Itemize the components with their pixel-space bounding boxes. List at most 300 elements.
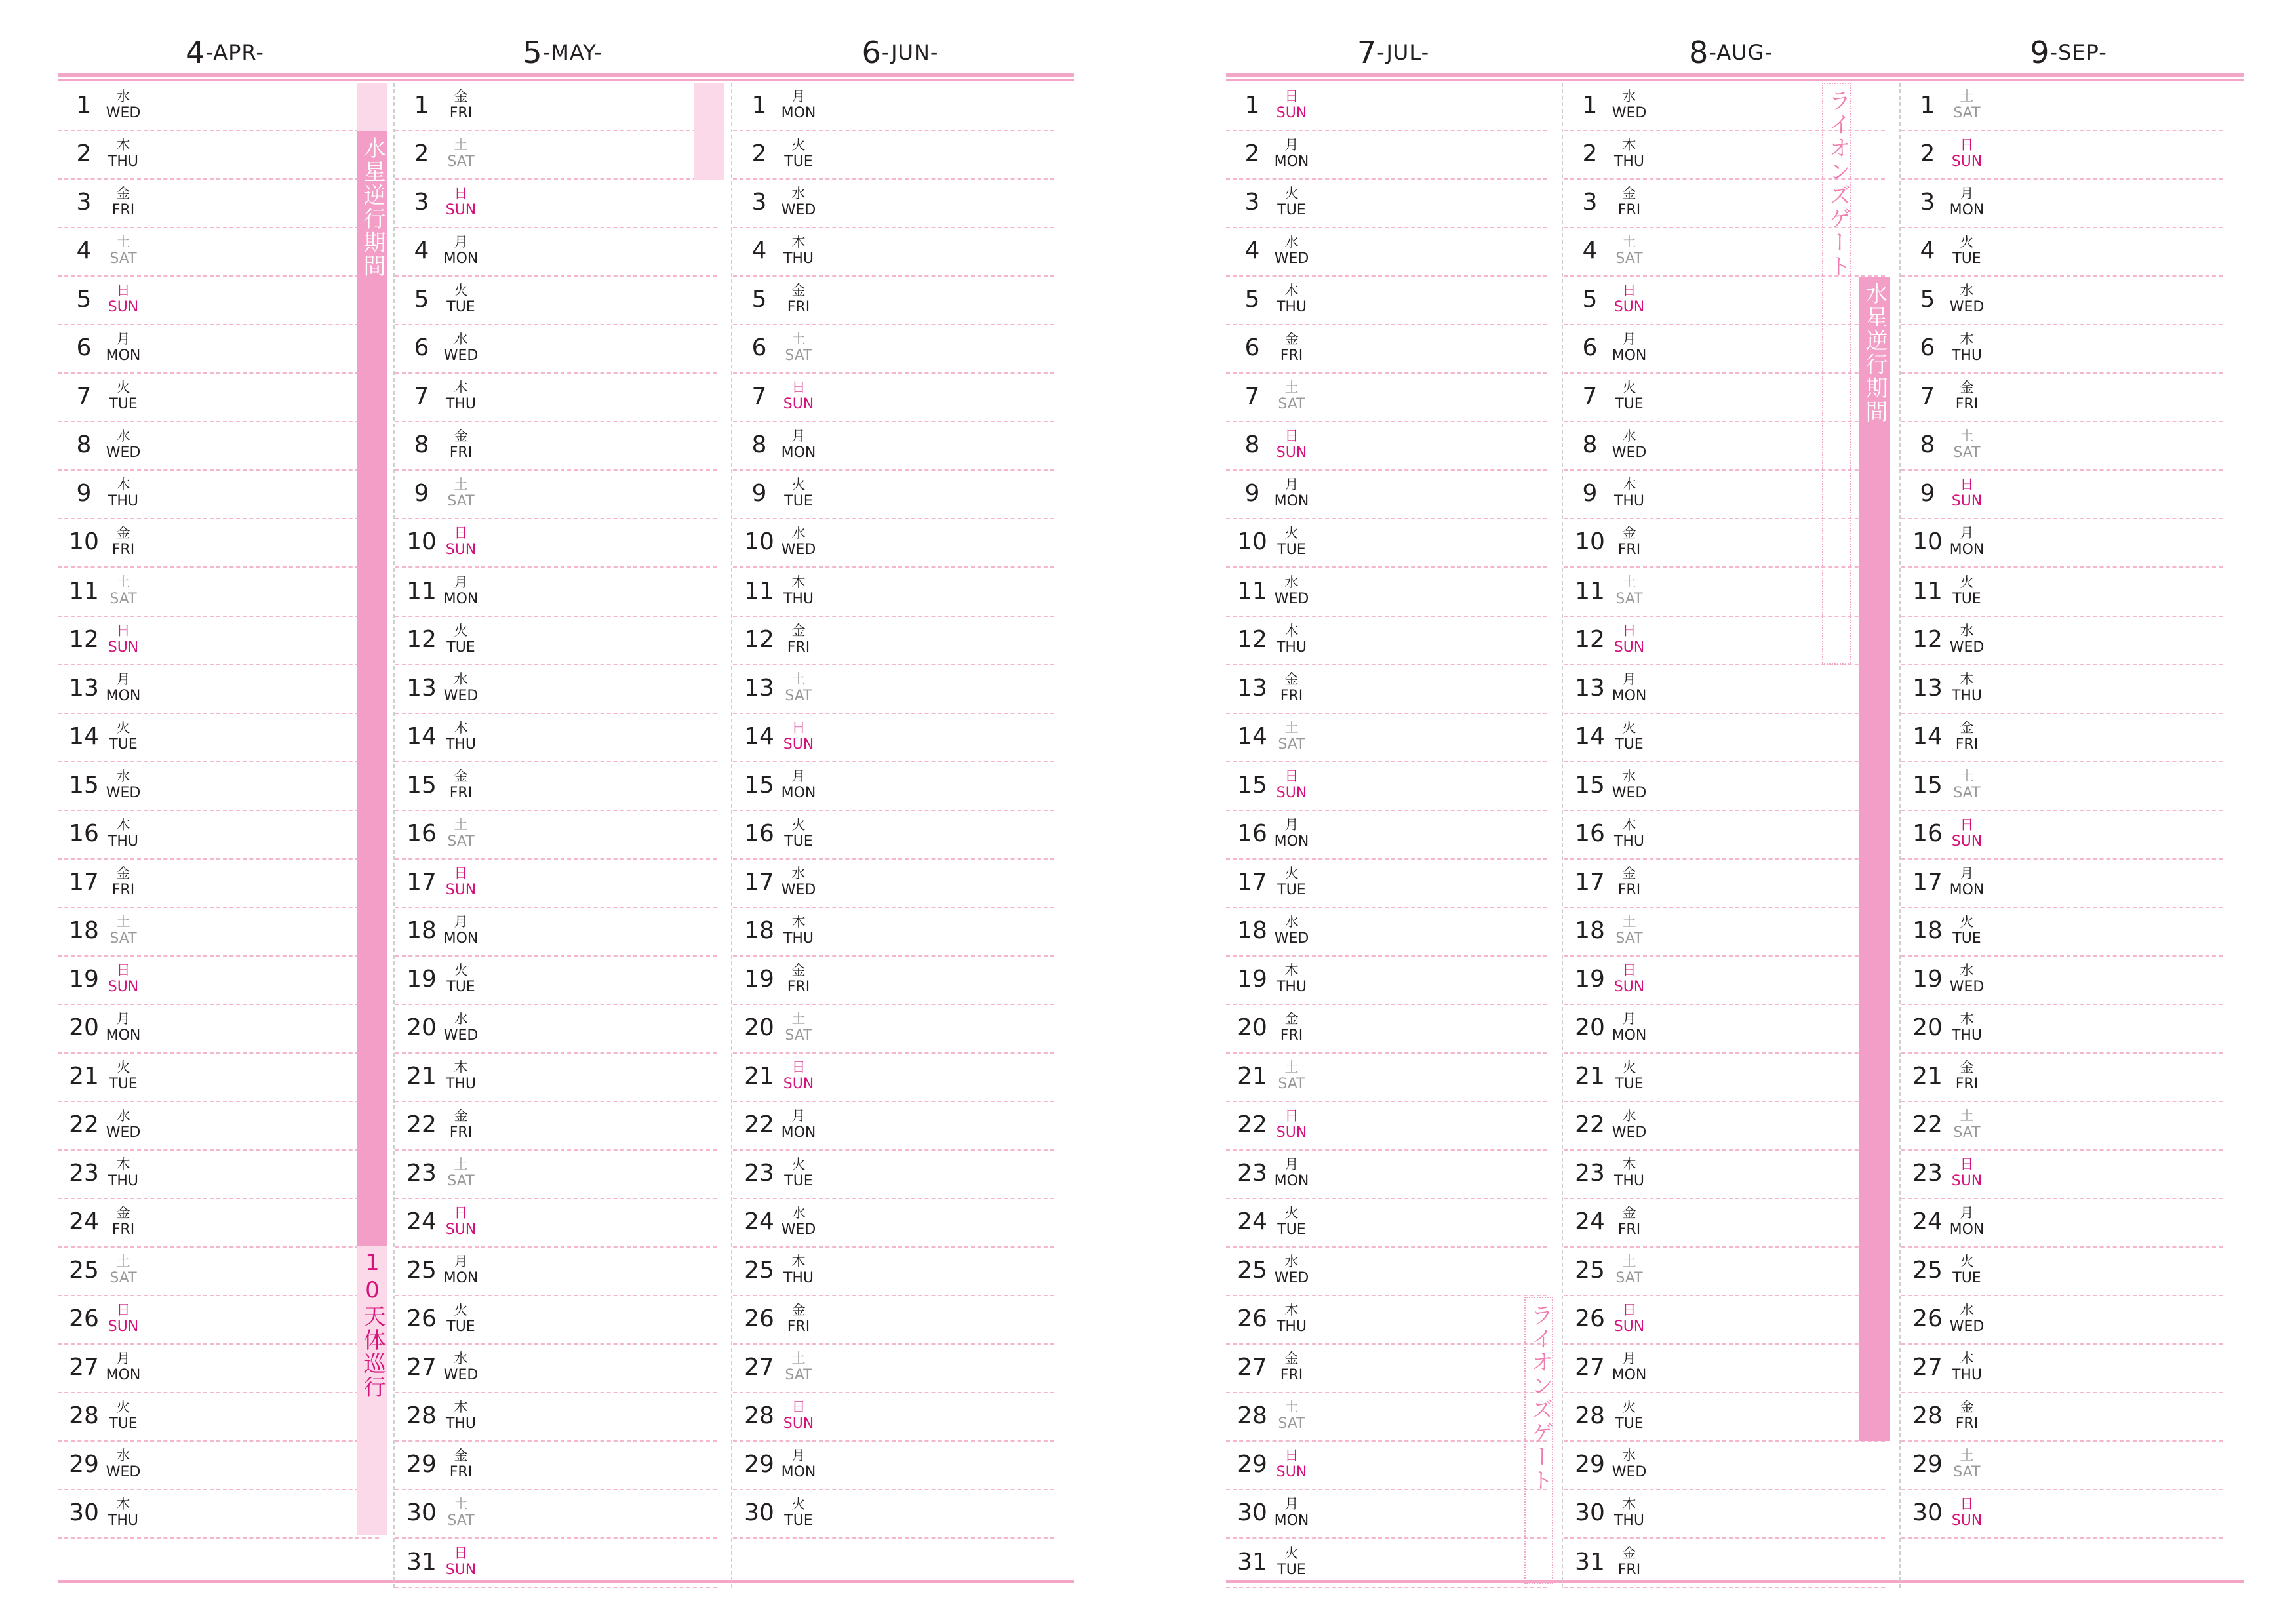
day-number: 13	[69, 674, 99, 702]
weekday-jp: 木	[1284, 283, 1299, 299]
weekday-en: SUN	[108, 1318, 139, 1335]
day-row[interactable]	[733, 1248, 1054, 1296]
day-row[interactable]	[1901, 519, 2223, 568]
day-row[interactable]	[58, 957, 379, 1005]
day-row[interactable]	[395, 1199, 717, 1248]
day-row[interactable]	[1564, 908, 1885, 957]
day-row[interactable]	[395, 860, 717, 908]
day-row[interactable]	[733, 1393, 1054, 1442]
weekday-label	[1610, 1495, 1649, 1530]
day-row[interactable]	[1564, 1199, 1885, 1248]
weekday-en: MON	[1274, 153, 1309, 170]
weekday-label	[779, 136, 818, 170]
day-row[interactable]	[395, 228, 717, 277]
day-row[interactable]	[1564, 1296, 1885, 1345]
weekday-jp: 金	[1622, 186, 1636, 202]
day-row[interactable]	[1564, 1005, 1885, 1054]
weekday-jp: 月	[1960, 1205, 1974, 1221]
month-abbrev: -MAY-	[542, 40, 603, 65]
day-row[interactable]	[395, 1393, 717, 1442]
day-number: 27	[1575, 1354, 1605, 1381]
weekday-jp: 木	[454, 1399, 468, 1415]
weekday-en: WED	[106, 1464, 141, 1481]
day-row[interactable]	[733, 860, 1054, 908]
day-number: 15	[1912, 771, 1943, 799]
day-row[interactable]	[58, 860, 379, 908]
day-number: 23	[1237, 1160, 1267, 1187]
day-row[interactable]	[58, 811, 379, 860]
weekday-jp: 日	[116, 622, 130, 639]
day-row[interactable]	[395, 1490, 717, 1539]
day-number: 5	[76, 286, 92, 313]
day-row[interactable]	[395, 1102, 717, 1151]
day-row[interactable]	[395, 180, 717, 228]
day-row[interactable]	[1226, 908, 1547, 957]
day-row[interactable]	[733, 519, 1054, 568]
day-row[interactable]	[733, 1102, 1054, 1151]
day-row[interactable]	[1564, 1102, 1885, 1151]
weekday-en: SUN	[1951, 153, 1983, 170]
weekday-jp: 土	[1622, 913, 1636, 930]
day-row[interactable]	[1226, 957, 1547, 1005]
weekday-en: TUE	[784, 153, 813, 170]
day-number: 1	[1244, 92, 1260, 119]
weekday-jp: 日	[116, 283, 130, 299]
weekday-jp: 水	[454, 1351, 468, 1367]
day-row[interactable]	[1901, 1102, 2223, 1151]
weekday-label	[779, 1350, 818, 1384]
day-row[interactable]	[1226, 860, 1547, 908]
day-row[interactable]	[58, 228, 379, 277]
day-row[interactable]	[1901, 374, 2223, 422]
weekday-label	[441, 768, 481, 802]
weekday-en: THU	[783, 590, 814, 607]
column-separator	[1562, 83, 1563, 1588]
weekday-label	[1610, 913, 1649, 947]
day-row[interactable]	[395, 617, 717, 665]
day-number: 18	[69, 917, 99, 944]
day-row[interactable]	[58, 665, 379, 714]
weekday-label	[1610, 1350, 1649, 1384]
day-row[interactable]	[733, 471, 1054, 519]
weekday-jp: 土	[1960, 1448, 1974, 1464]
day-row[interactable]	[1226, 762, 1547, 811]
day-row[interactable]	[58, 1199, 379, 1248]
weekday-label	[779, 1495, 818, 1530]
day-row[interactable]	[733, 277, 1054, 325]
day-row[interactable]	[733, 617, 1054, 665]
day-row[interactable]	[58, 908, 379, 957]
day-row[interactable]	[58, 1393, 379, 1442]
day-row[interactable]	[1901, 325, 2223, 374]
month-title	[58, 26, 392, 79]
weekday-jp: 月	[1960, 865, 1974, 881]
day-number: 6	[1920, 334, 1935, 362]
day-number: 11	[69, 577, 99, 604]
weekday-jp: 金	[1284, 331, 1299, 347]
weekday-jp: 金	[1622, 1545, 1636, 1561]
day-row[interactable]	[1226, 568, 1547, 617]
weekday-label	[1272, 330, 1311, 365]
day-number: 21	[1912, 1063, 1943, 1090]
weekday-jp: 水	[454, 1010, 468, 1027]
day-row[interactable]	[1226, 1296, 1547, 1345]
day-row[interactable]	[395, 1054, 717, 1102]
day-row[interactable]	[733, 1442, 1054, 1490]
day-row[interactable]	[395, 1248, 717, 1296]
day-row[interactable]	[395, 714, 717, 762]
day-row[interactable]	[1226, 83, 1547, 131]
day-row[interactable]	[1226, 180, 1547, 228]
day-row[interactable]	[395, 277, 717, 325]
day-row[interactable]	[58, 1054, 379, 1102]
weekday-en: WED	[1949, 978, 1985, 995]
day-row[interactable]	[395, 131, 717, 180]
day-row[interactable]	[733, 1005, 1054, 1054]
day-number: 26	[744, 1305, 774, 1333]
day-row[interactable]	[733, 83, 1054, 131]
day-row[interactable]	[395, 471, 717, 519]
day-row[interactable]	[1901, 1296, 2223, 1345]
day-row[interactable]	[1901, 665, 2223, 714]
day-row[interactable]	[1901, 568, 2223, 617]
day-row[interactable]	[58, 83, 379, 131]
day-row[interactable]	[1226, 471, 1547, 519]
weekday-en: THU	[1951, 1027, 1983, 1044]
day-number: 6	[1244, 334, 1260, 362]
weekday-en: THU	[445, 1076, 477, 1092]
day-row[interactable]	[733, 714, 1054, 762]
day-row[interactable]	[58, 180, 379, 228]
weekday-label	[1610, 233, 1649, 267]
day-row[interactable]	[58, 131, 379, 180]
weekday-label	[1947, 962, 1987, 996]
day-number: 29	[406, 1451, 437, 1478]
weekday-label	[779, 1059, 818, 1093]
day-row[interactable]	[1226, 714, 1547, 762]
day-row[interactable]	[1564, 1442, 1885, 1490]
day-row[interactable]	[395, 762, 717, 811]
weekday-jp: 火	[1622, 719, 1636, 736]
weekday-jp: 月	[1960, 186, 1974, 202]
day-row[interactable]	[1226, 1393, 1547, 1442]
weekday-label	[441, 233, 481, 267]
day-row[interactable]	[395, 1539, 717, 1588]
day-row[interactable]	[395, 908, 717, 957]
day-row[interactable]	[1564, 1539, 1885, 1588]
day-row[interactable]	[1226, 811, 1547, 860]
day-row[interactable]	[395, 519, 717, 568]
weekday-jp: 土	[791, 1351, 806, 1367]
weekday-label	[1947, 282, 1987, 316]
weekday-label	[1272, 816, 1311, 850]
day-row[interactable]	[733, 422, 1054, 471]
weekday-label	[1610, 1204, 1649, 1238]
day-number: 9	[1244, 480, 1260, 507]
weekday-jp: 水	[1284, 913, 1299, 930]
day-row[interactable]	[1901, 908, 2223, 957]
weekday-label	[779, 282, 818, 316]
weekday-en: SAT	[109, 1270, 137, 1287]
day-row[interactable]	[58, 1490, 379, 1539]
day-row[interactable]	[1226, 1005, 1547, 1054]
day-row[interactable]	[395, 374, 717, 422]
day-number: 24	[744, 1208, 774, 1236]
weekday-en: TUE	[784, 833, 813, 850]
day-row[interactable]	[1901, 131, 2223, 180]
day-row[interactable]	[1564, 811, 1885, 860]
day-row[interactable]	[58, 617, 379, 665]
day-number: 23	[1575, 1160, 1605, 1187]
weekday-label	[104, 719, 143, 753]
day-row[interactable]	[58, 325, 379, 374]
weekday-jp: 火	[1960, 1254, 1974, 1270]
day-row[interactable]	[1226, 325, 1547, 374]
weekday-en: WED	[1949, 639, 1985, 656]
weekday-en: MON	[1274, 1173, 1309, 1190]
day-row[interactable]	[733, 665, 1054, 714]
weekday-en: SUN	[1613, 639, 1645, 656]
day-row[interactable]	[395, 1005, 717, 1054]
weekday-en: THU	[1613, 833, 1645, 850]
day-row[interactable]	[1901, 1248, 2223, 1296]
day-row[interactable]	[1901, 617, 2223, 665]
day-row[interactable]	[1226, 1102, 1547, 1151]
day-number: 1	[76, 92, 92, 119]
weekday-jp: 木	[1960, 671, 1974, 687]
weekday-jp: 木	[1622, 1157, 1636, 1173]
weekday-jp: 日	[791, 1399, 806, 1415]
day-row[interactable]	[1226, 277, 1547, 325]
weekday-jp: 日	[1622, 962, 1636, 978]
day-row[interactable]	[1901, 1393, 2223, 1442]
weekday-en: FRI	[1955, 1076, 1979, 1092]
day-row[interactable]	[1226, 1248, 1547, 1296]
day-row[interactable]	[1564, 1490, 1885, 1539]
day-row[interactable]	[733, 228, 1054, 277]
day-row[interactable]	[1564, 1248, 1885, 1296]
day-row[interactable]	[1226, 1345, 1547, 1393]
day-row[interactable]	[1901, 1151, 2223, 1199]
day-row[interactable]	[1226, 228, 1547, 277]
day-row[interactable]	[395, 83, 717, 131]
day-row[interactable]	[733, 1054, 1054, 1102]
day-number: 23	[69, 1160, 99, 1187]
day-row[interactable]	[1564, 1054, 1885, 1102]
day-row[interactable]	[733, 131, 1054, 180]
weekday-jp: 火	[1284, 1205, 1299, 1221]
weekday-jp: 月	[1622, 671, 1636, 687]
day-row[interactable]	[1226, 1054, 1547, 1102]
day-row[interactable]	[1901, 1345, 2223, 1393]
day-number: 2	[1244, 140, 1260, 168]
day-number: 19	[744, 965, 774, 993]
day-row[interactable]	[1226, 665, 1547, 714]
day-number: 5	[1920, 286, 1935, 313]
day-number: 30	[744, 1499, 774, 1527]
day-row[interactable]	[395, 1296, 717, 1345]
weekday-jp: 木	[116, 816, 130, 833]
day-row[interactable]	[58, 762, 379, 811]
weekday-label	[104, 1398, 143, 1433]
day-row[interactable]	[395, 665, 717, 714]
day-row[interactable]	[58, 714, 379, 762]
weekday-en: THU	[1276, 1318, 1307, 1335]
day-row[interactable]	[1564, 860, 1885, 908]
day-row[interactable]	[733, 908, 1054, 957]
day-row[interactable]	[1901, 1005, 2223, 1054]
day-row[interactable]	[1564, 1393, 1885, 1442]
day-row[interactable]	[1564, 762, 1885, 811]
day-row[interactable]	[1901, 422, 2223, 471]
day-row[interactable]	[1226, 1151, 1547, 1199]
weekday-jp: 金	[1960, 1059, 1974, 1075]
day-row[interactable]	[733, 325, 1054, 374]
day-row[interactable]	[1226, 1539, 1547, 1588]
weekday-en: SUN	[445, 1561, 477, 1578]
day-row[interactable]	[1901, 860, 2223, 908]
day-row[interactable]	[733, 762, 1054, 811]
day-row[interactable]	[1901, 1490, 2223, 1539]
weekday-jp: 月	[791, 768, 806, 784]
day-row[interactable]	[1901, 277, 2223, 325]
weekday-jp: 日	[1960, 1157, 1974, 1173]
day-row[interactable]	[58, 519, 379, 568]
weekday-label	[441, 524, 481, 559]
weekday-jp: 土	[1622, 574, 1636, 590]
day-row[interactable]	[1226, 1490, 1547, 1539]
day-row[interactable]	[733, 1345, 1054, 1393]
weekday-label	[441, 1253, 481, 1287]
day-number: 15	[69, 771, 99, 799]
day-row[interactable]	[1564, 714, 1885, 762]
weekday-label	[1947, 1010, 1987, 1044]
weekday-label	[104, 476, 143, 510]
weekday-jp: 月	[1284, 816, 1299, 833]
day-row[interactable]	[1901, 83, 2223, 131]
weekday-label	[1947, 1204, 1987, 1238]
day-row[interactable]	[58, 1005, 379, 1054]
month-number: 5	[523, 35, 543, 70]
weekday-jp: 火	[1284, 1545, 1299, 1561]
day-row[interactable]	[58, 1151, 379, 1199]
day-row[interactable]	[1226, 519, 1547, 568]
weekday-en: FRI	[1617, 542, 1641, 559]
day-number: 3	[76, 189, 92, 216]
day-number: 7	[1920, 383, 1935, 410]
day-row[interactable]	[1226, 1442, 1547, 1490]
day-number: 8	[414, 431, 429, 459]
weekday-label	[1272, 1010, 1311, 1044]
day-row[interactable]	[395, 811, 717, 860]
day-row[interactable]	[1901, 180, 2223, 228]
weekday-en: TUE	[1952, 590, 1981, 607]
day-row[interactable]	[58, 1345, 379, 1393]
day-row[interactable]	[1901, 471, 2223, 519]
weekday-label	[104, 524, 143, 559]
weekday-jp: 火	[1284, 525, 1299, 542]
weekday-label	[1947, 427, 1987, 462]
day-row[interactable]	[1901, 1054, 2223, 1102]
day-row[interactable]	[733, 1151, 1054, 1199]
day-row[interactable]	[1901, 1199, 2223, 1248]
weekday-jp: 水	[1622, 768, 1636, 784]
day-row[interactable]	[58, 1102, 379, 1151]
day-row[interactable]	[1564, 1345, 1885, 1393]
month-number: 8	[1689, 35, 1709, 70]
day-row[interactable]	[1226, 422, 1547, 471]
day-row[interactable]	[1226, 131, 1547, 180]
day-row[interactable]	[395, 325, 717, 374]
weekday-label	[1610, 427, 1649, 462]
weekday-en: SUN	[445, 881, 477, 898]
day-row[interactable]	[1901, 1442, 2223, 1490]
day-row[interactable]	[58, 1248, 379, 1296]
weekday-jp: 金	[116, 865, 130, 881]
weekday-label	[1272, 1204, 1311, 1238]
day-row[interactable]	[58, 374, 379, 422]
weekday-en: WED	[106, 1124, 141, 1141]
day-row[interactable]	[733, 1490, 1054, 1539]
day-row[interactable]	[395, 1151, 717, 1199]
day-row[interactable]	[1564, 957, 1885, 1005]
weekday-jp: 日	[454, 1205, 468, 1221]
day-row[interactable]	[58, 568, 379, 617]
day-row[interactable]	[58, 1296, 379, 1345]
weekday-label	[779, 962, 818, 996]
day-row[interactable]	[1901, 811, 2223, 860]
day-number: 11	[1912, 577, 1943, 604]
day-row[interactable]	[58, 471, 379, 519]
weekday-label	[104, 136, 143, 170]
day-row[interactable]	[58, 277, 379, 325]
month-title	[733, 26, 1067, 79]
day-number: 15	[1237, 771, 1267, 799]
day-row[interactable]	[1901, 957, 2223, 1005]
day-row[interactable]	[395, 1442, 717, 1490]
weekday-label	[104, 574, 143, 608]
day-row[interactable]	[1901, 714, 2223, 762]
day-row[interactable]	[733, 568, 1054, 617]
day-row[interactable]	[395, 568, 717, 617]
day-row[interactable]	[733, 180, 1054, 228]
day-row[interactable]	[1901, 228, 2223, 277]
day-row[interactable]	[58, 1442, 379, 1490]
weekday-jp: 火	[791, 1496, 806, 1513]
weekday-en: TUE	[784, 1513, 813, 1530]
day-row[interactable]	[1564, 665, 1885, 714]
day-row[interactable]	[1226, 1199, 1547, 1248]
day-row[interactable]	[395, 1345, 717, 1393]
day-row[interactable]	[58, 422, 379, 471]
day-row[interactable]	[733, 374, 1054, 422]
weekday-jp: 土	[1284, 719, 1299, 736]
weekday-label	[779, 1107, 818, 1141]
day-row[interactable]	[395, 422, 717, 471]
day-row[interactable]	[1901, 762, 2223, 811]
day-row[interactable]	[733, 1296, 1054, 1345]
day-row[interactable]	[1226, 617, 1547, 665]
day-row[interactable]	[1226, 374, 1547, 422]
weekday-jp: 日	[454, 186, 468, 202]
day-row[interactable]	[395, 957, 717, 1005]
weekday-label	[1272, 282, 1311, 316]
day-row[interactable]	[733, 1199, 1054, 1248]
day-row[interactable]	[733, 811, 1054, 860]
day-number: 24	[1912, 1208, 1943, 1236]
day-row[interactable]	[1564, 1151, 1885, 1199]
day-row[interactable]	[733, 957, 1054, 1005]
